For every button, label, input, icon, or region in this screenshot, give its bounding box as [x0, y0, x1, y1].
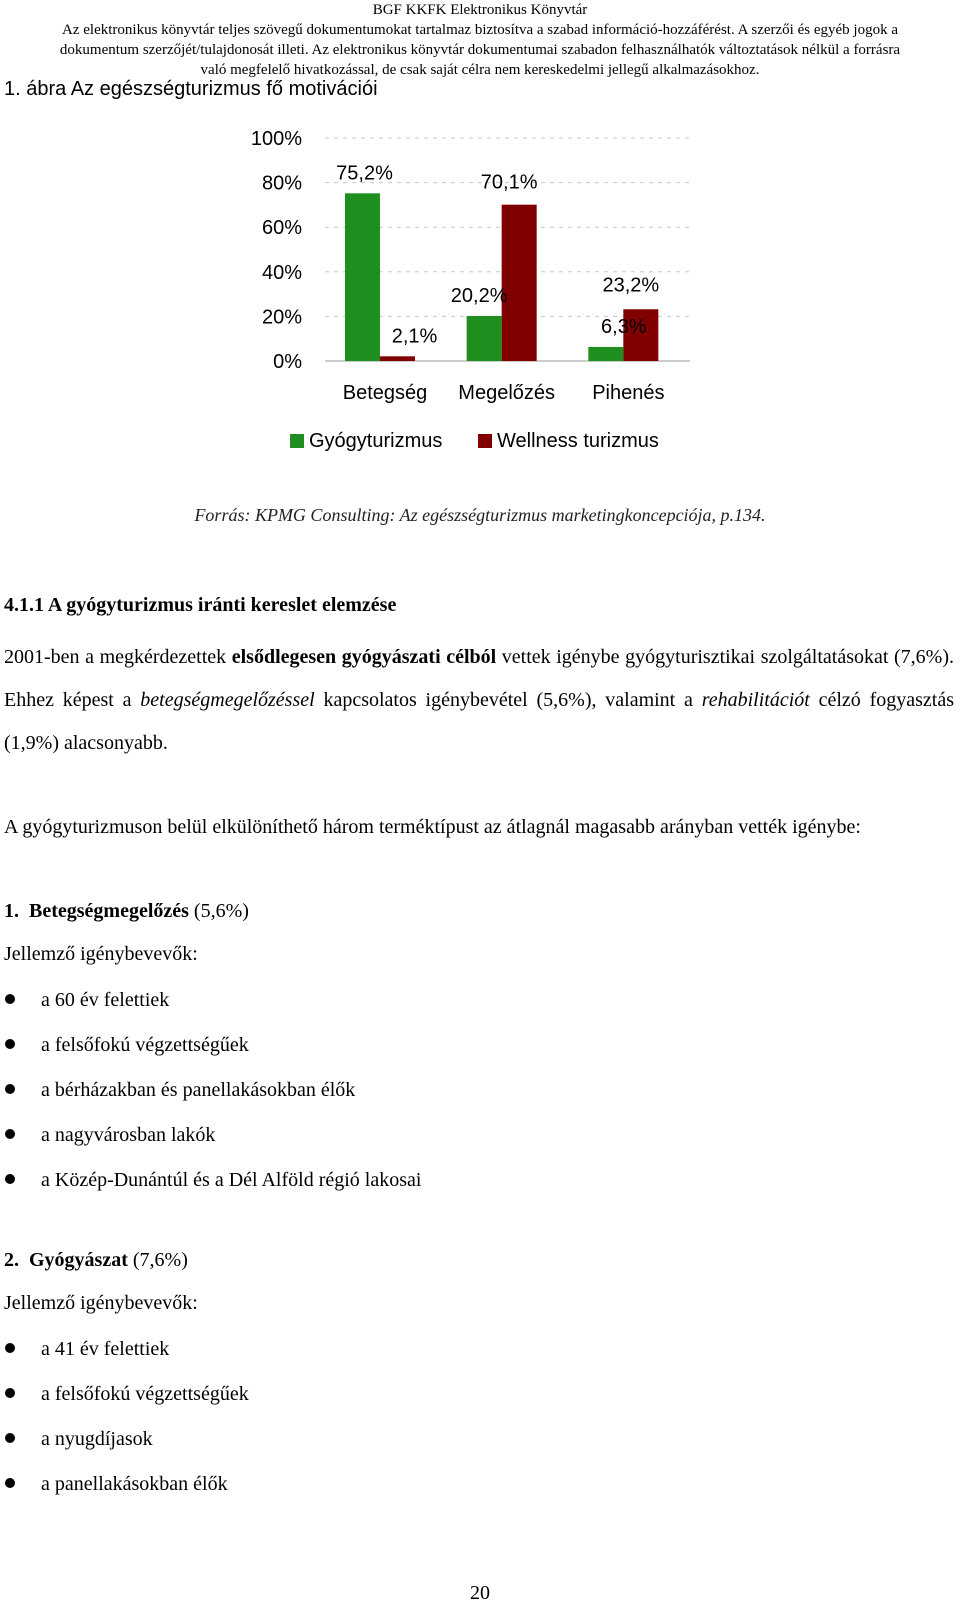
y-tick-label: 60% [261, 217, 302, 240]
header-notice-line: Az elektronikus könyvtár teljes szövegű dokumentumokat tartalmaz biztosítva a szabad információ-hozzáférést. A szerzői és egyéb jogok a [62, 22, 898, 38]
list-title: Betegségmegelőzés [29, 900, 189, 922]
demand-paragraph: 2001-ben a megkérdezettek elsődlegesen gyógyászati célból vettek igénybe gyógyturisztikai szolgáltatásokat (7,6%). Ehhez képest a betegségmegelőzéssel kapcsolatos igénybevétel (5,6%), valamint a rehabilitációt célzó fogyasztás (1,9%) alacsonyabb. [4, 646, 954, 754]
list-item [0, 1078, 421, 1123]
italic-term: betegségmegelőzéssel [140, 689, 315, 711]
bar-wellness [502, 205, 537, 361]
bullet-icon [5, 1129, 15, 1139]
legend-swatch [478, 434, 492, 448]
y-tick-label: 40% [261, 261, 302, 284]
product-types-paragraph: A gyógyturizmuson belül elkülöníthető három terméktípust az átlagnál magasabb arányban vették igénybe: [4, 816, 861, 838]
document-header [0, 0, 960, 80]
bullet-icon [5, 1039, 15, 1049]
data-label: 6,3% [601, 315, 647, 338]
x-category-label: Pihenés [592, 382, 665, 404]
y-tick-label: 100% [250, 128, 302, 150]
bullet-icon [5, 1478, 15, 1488]
bullet-icon [5, 994, 15, 1004]
data-label: 75,2% [336, 162, 393, 185]
header-library-name: BGF KKFK Elektronikus Könyvtár [372, 2, 588, 18]
bullet-list-medical [0, 1337, 249, 1517]
legend-swatch [290, 434, 304, 448]
bullet-icon [5, 1084, 15, 1094]
list-item [0, 1123, 421, 1168]
data-label: 20,2% [450, 284, 508, 307]
x-category-label: Betegség [342, 382, 428, 404]
list-subheading: Jellemző igénybevevők: [4, 1292, 198, 1314]
list-heading-prevention: 1. Betegségmegelőzés (5,6%) [4, 900, 249, 922]
list-item-text: a Közép-Dunántúl és a Dél Alföld régió lakosai [41, 1169, 422, 1191]
bullet-icon [5, 1433, 15, 1443]
list-value: (7,6%) [132, 1249, 188, 1271]
list-heading-medical: 2. Gyógyászat (7,6%) [4, 1249, 188, 1271]
list-item-text: a nagyvárosban lakók [41, 1124, 216, 1146]
list-item [0, 1033, 421, 1078]
emphasis-text: elsődlegesen gyógyászati célból [231, 646, 497, 668]
list-item [0, 1337, 249, 1382]
legend-label: Wellness turizmus [497, 430, 659, 452]
data-label: 2,1% [391, 325, 438, 348]
italic-term: rehabilitációt [701, 689, 810, 711]
data-label: 70,1% [480, 171, 538, 194]
y-tick-label: 80% [261, 172, 302, 195]
list-item [0, 1382, 249, 1427]
list-title: Gyógyászat [29, 1249, 128, 1271]
list-subheading: Jellemző igénybevevők: [4, 943, 198, 965]
figure-caption: 1. ábra Az egészségturizmus fő motivációi [4, 78, 378, 100]
bullet-icon [5, 1388, 15, 1398]
list-item-text: a felsőfokú végzettségűek [41, 1383, 249, 1405]
bar-gyogyturizmus [345, 193, 380, 361]
legend-label: Gyógyturizmus [309, 430, 443, 452]
bar-gyogyturizmus [467, 316, 502, 361]
list-item [0, 1472, 249, 1517]
header-notice-line: való megfelelő hivatkozással, de csak saját célra nem kereskedelmi jellegű alkalmazásokhoz. [200, 62, 760, 78]
y-tick-label: 20% [261, 306, 302, 329]
list-item [0, 1168, 421, 1213]
y-tick-label: 0% [273, 351, 302, 373]
list-item-text: a felsőfokú végzettségűek [41, 1034, 249, 1056]
bullet-list-prevention [0, 988, 421, 1213]
bullet-icon [5, 1343, 15, 1353]
bullet-icon [5, 1174, 15, 1184]
figure-source: Forrás: KPMG Consulting: Az egészségturizmus marketingkoncepciója, p.134. [194, 505, 766, 525]
list-item [0, 1427, 249, 1472]
section-heading: 4.1.1 A gyógyturizmus iránti kereslet elemzése [4, 594, 397, 616]
x-category-label: Megelőzés [458, 382, 556, 404]
bar-chart [0, 110, 720, 470]
list-item-text: a bérházakban és panellakásokban élők [41, 1079, 356, 1101]
data-label: 23,2% [602, 274, 660, 297]
list-item-text: a 60 év felettiek [41, 989, 170, 1011]
list-item-text: a 41 év felettiek [41, 1338, 170, 1360]
list-item-text: a panellakásokban élők [41, 1473, 228, 1495]
list-item-text: a nyugdíjasok [41, 1428, 153, 1450]
list-item [0, 988, 421, 1033]
bar-gyogyturizmus [588, 347, 623, 361]
page-number: 20 [470, 1582, 490, 1604]
header-notice-line: dokumentum szerzőjét/tulajdonosát illeti. Az elektronikus könyvtár dokumentumai szabadon felhasználhatók változtatások nélkül a forrásra [59, 42, 901, 58]
bar-wellness [380, 356, 415, 361]
list-value: (5,6%) [193, 900, 249, 922]
